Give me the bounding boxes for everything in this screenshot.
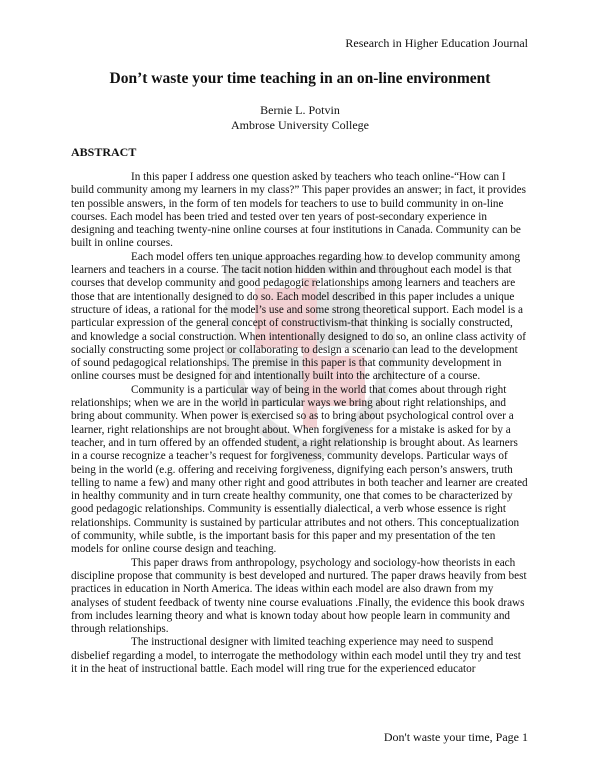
- abstract-paragraph: Community is a particular way of being in the world that comes about through right relationships; when we are in the world in particular ways we bring about right relationships, and bring about community. When power is exercised so as to bring about psychological control over a learner, right relationships are not brought about. When forgiveness for a mistake is asked for by a teacher, and in turn offered by an offended student, a right relationship is brought about. As learners in a course recognize a teacher’s request for forgiveness, community develops. Particular ways of being in the world (e.g. offering and receiving forgiveness, dignifying each person’s answers, truth telling to name a few) and many other right and good attributes in both teacher and learner are created in healthy community and in turn create healthy community, one that comes to be characterized by good pedagogic relationships. Community is essentially dialectical, a verb whose essence is right relationships. Community is sustained by particular attributes and not others. This conceptualization of community, while subtle, is the important basis for this paper and my presentation of the ten models for online course design and teaching.: [71, 383, 528, 556]
- author-name: Bernie L. Potvin: [260, 103, 340, 117]
- abstract-body: [71, 171, 529, 676]
- running-header: Research in Higher Education Journal: [345, 36, 528, 50]
- author-affiliation: Ambrose University College: [231, 118, 369, 132]
- abstract-paragraph: The instructional designer with limited teaching experience may need to suspend disbelief regarding a model, to interrogate the methodology within each model until they try and test it in the heat of instructional battle. Each model will ring true for the experienced educator: [71, 636, 521, 675]
- abstract-heading: ABSTRACT: [71, 145, 137, 159]
- abstract-paragraph: In this paper I address one question asked by teachers who teach online-“How can I build community among my learners in my class?” This paper provides an answer; in fact, it provides ten possible answers, in the form of ten models for teachers to use to build community in on-line courses. Each model has been tried and tested over ten years of post-secondary experience in designing and teaching twenty-nine online courses at four institutions in Canada. Community can be built in online courses.: [71, 171, 526, 250]
- abstract-paragraph: This paper draws from anthropology, psychology and sociology-how theorists in each discipline propose that community is best developed and nurtured. The paper draws heavily from best practices in education in North America. The ideas within each model are also drawn from my analyses of student feedback of twenty nine course evaluations .Finally, the evidence this book draws from includes learning theory and what is known today about how people learn in community and through relationships.: [71, 556, 527, 636]
- page-footer: Don't waste your time, Page 1: [383, 730, 528, 744]
- paper-title: Don’t waste your time teaching in an on-line environment: [109, 70, 491, 87]
- abstract-paragraph: Each model offers ten unique approaches regarding how to develop community among learners and teachers in a course. The tacit notion hidden within and throughout each model is that courses that develop community and good pedagogic relationships among learners and teachers are those that are intentionally designed to do so. Each model described in this paper includes a unique structure of ideas, a rational for the model’s use and some strong theoretical support. Each model is a particular expression of the general concept of constructivism-that thinking is socially constructed, and knowledge a social construction. When intentionally designed to do so, an online class activity of socially constructing some project or collaborating to design a scenario can lead to the development of sound pedagogical relationships. The premise in this paper is that community development in online courses must be designed for and intentionally built into the architecture of a course.: [71, 250, 526, 383]
